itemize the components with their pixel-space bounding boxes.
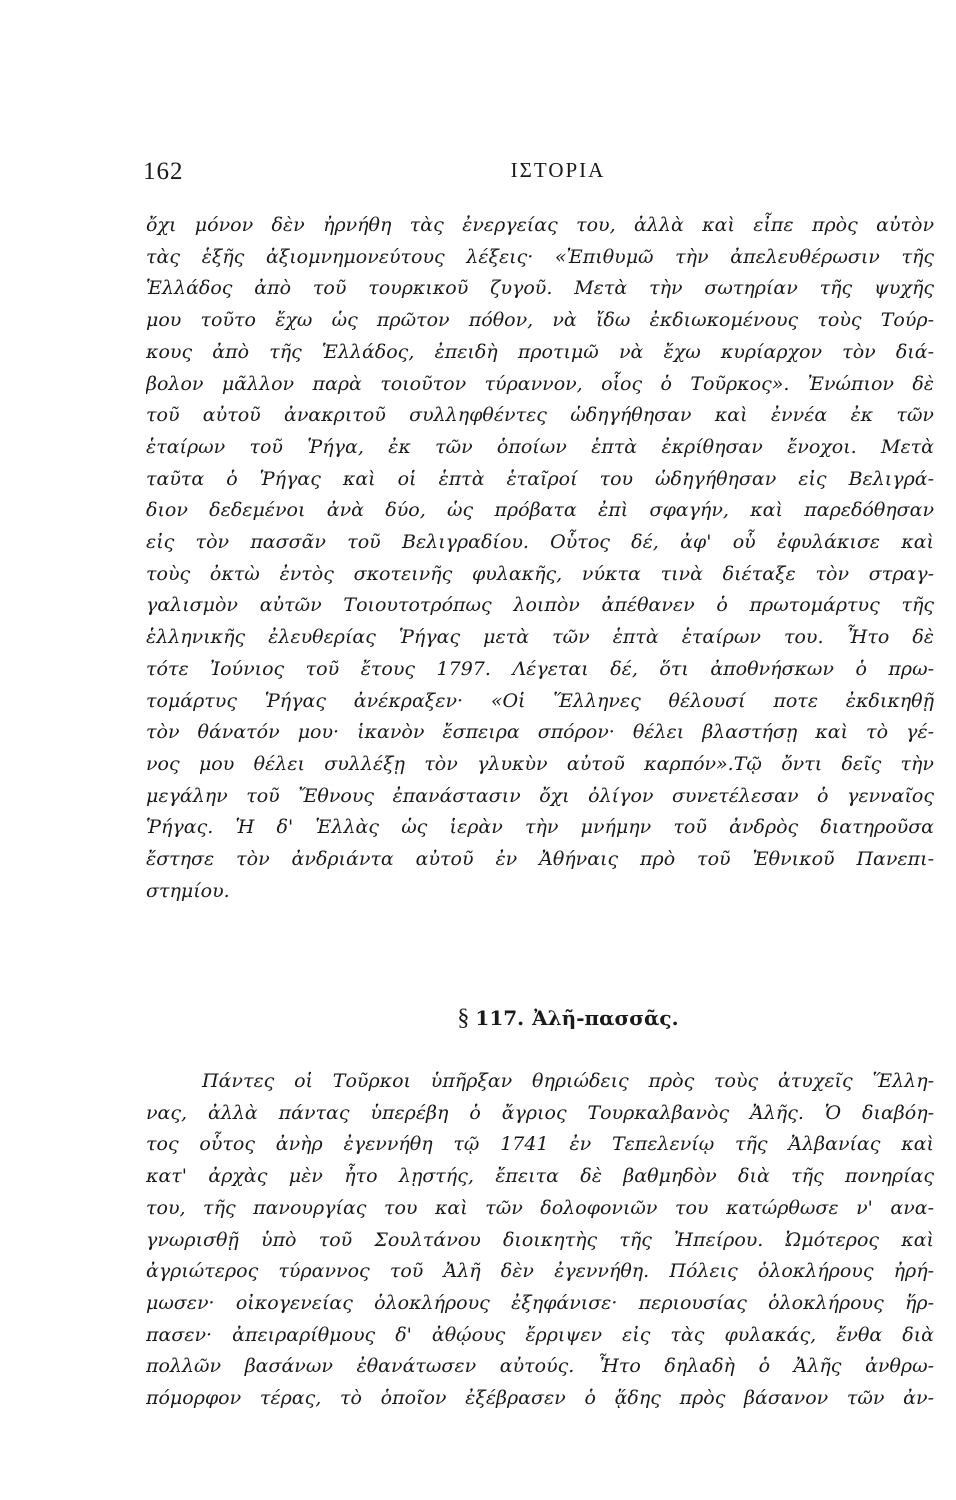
text-line: μεγάλην τοῦ Ἔθνους ἐπανάστασιν ὄχι ὀλίγον συνετέλεσαν ὁ γενναῖος [146, 784, 934, 807]
text-line: τὸν θάνατόν μου· ἱκανὸν ἔσπειρα σπόρον· θέλει βλαστήσῃ καὶ τὸ γέ- [146, 721, 934, 744]
text-line: ταῦτα ὁ Ῥήγας καὶ οἱ ἑπτὰ ἑταῖροί του ὡδηγήθησαν εἰς Βελιγρά- [146, 467, 934, 490]
section-2-text [146, 1066, 934, 1415]
text-line: ἔστησε τὸν ἀνδριάντα αὐτοῦ ἐν Ἀθήναις πρὸ τοῦ Ἐθνικοῦ Πανεπι- [146, 848, 934, 871]
text-line: γαλισμὸν αὐτῶν Τοιουτοτρόπως λοιπὸν ἀπέθανεν ὁ πρωτομάρτυς τῆς [146, 594, 934, 617]
text-line: ἑταίρων τοῦ Ῥήγα, ἐκ τῶν ὁποίων ἑπτὰ ἐκρίθησαν ἔνοχοι. Μετὰ [146, 435, 934, 458]
text-line: πόμορφον τέρας, τὸ ὁποῖον ἐξέβρασεν ὁ ᾅδης πρὸς βάσανον τῶν ἀν- [146, 1387, 934, 1410]
text-line: στημίου. [146, 879, 230, 902]
text-line: βολον μᾶλλον παρὰ τοιοῦτον τύραννον, οἷος ὁ Τοῦρκος». Ἐνώπιον δὲ [146, 372, 934, 395]
text-line: γνωρισθῇ ὑπὸ τοῦ Σουλτάνου διοικητὴς τῆς Ἠπείρου. Ὠμότερος καὶ [146, 1228, 934, 1251]
text-line: Ἑλλάδος ἀπὸ τοῦ τουρκικοῦ ζυγοῦ. Μετὰ τὴν σωτηρίαν τῆς ψυχῆς [146, 277, 934, 300]
text-line: του, τῆς πανουργίας του καὶ τῶν δολοφονιῶν του κατώρθωσε ν' ανα- [146, 1196, 934, 1219]
text-line: τότε Ἰούνιος τοῦ ἔτους 1797. Λέγεται δέ, ὅτι ἀποθνήσκων ὁ πρω- [146, 657, 934, 680]
text-line: ὄχι μόνον δὲν ἠρνήθη τὰς ἐνεργείας του, ἀλλὰ καὶ εἶπε πρὸς αὐτὸν [146, 214, 934, 236]
text-line: διον δεδεμένοι ἀνὰ δύο, ὡς πρόβατα ἐπὶ σφαγήν, καὶ παρεδόθησαν [146, 499, 934, 522]
text-line: Ῥήγας. Ἡ δ' Ἑλλὰς ὡς ἱερὰν τὴν μνήμην τοῦ ἀνδρὸς διατηροῦσα [146, 816, 934, 839]
section-heading [0, 1003, 956, 1032]
text-line: ἑλληνικῆς ἐλευθερίας Ῥήγας μετὰ τῶν ἑπτὰ ἑταίρων του. Ἦτο δὲ [146, 626, 934, 649]
text-line: Πάντες οἱ Τοῦρκοι ὑπῆρξαν θηριώδεις πρὸς τοὺς ἀτυχεῖς Ἕλλη- [202, 1070, 934, 1092]
text-line: τος οὗτος ἀνὴρ ἐγεννήθη τῷ 1741 ἐν Τεπελενίῳ τῆς Ἀλβανίας καὶ [146, 1133, 934, 1156]
text-line: νος μου θέλει συλλέξῃ τὸν γλυκὺν αὐτοῦ καρπόν».Τῷ ὄντι δεῖς τὴν [146, 752, 934, 775]
page-header [143, 158, 933, 192]
text-line: εἰς τὸν πασσᾶν τοῦ Βελιγραδίου. Οὗτος δέ, ἀφ' οὗ ἐφυλάκισε καὶ [146, 531, 934, 554]
text-line: τὰς ἑξῆς ἀξιομνημονεύτους λέξεις· «Ἐπιθυμῶ τὴν ἀπελευθέρωσιν τῆς [146, 245, 934, 268]
text-line: μου τοῦτο ἔχω ὡς πρῶτον πόθον, νὰ ἴδω ἐκδιωκομένους τοὺς Τούρ- [146, 309, 934, 332]
running-head: ΙΣΤΟΡΙΑ [510, 158, 606, 182]
text-line: ἀγριώτερος τύραννος τοῦ Ἀλῆ δὲν ἐγεννήθη. Πόλεις ὁλοκλήρους ἠρή- [146, 1260, 934, 1283]
text-line: τοὺς ὀκτὼ ἐντὸς σκοτεινῆς φυλακῆς, νύκτα τινὰ διέταξε τὸν στραγ- [146, 562, 934, 585]
section-number: 117. [475, 1006, 525, 1030]
text-line: πολλῶν βασάνων ἐθανάτωσεν αὐτούς. Ἦτο δηλαδὴ ὁ Ἀλῆς ἀνθρω- [146, 1355, 934, 1378]
text-line: νας, ἀλλὰ πάντας ὑπερέβη ὁ ἄγριος Τουρκαλβανὸς Ἀλῆς. Ὁ διαβόη- [146, 1101, 934, 1124]
text-line: κους ἀπὸ τῆς Ἑλλάδος, ἐπειδὴ προτιμῶ νὰ ἔχω κυρίαρχον τὸν διά- [146, 340, 934, 363]
text-line: τομάρτυς Ῥήγας ἀνέκραξεν· «Οἱ Ἕλληνες θέλουσί ποτε ἐκδικηθῇ [146, 689, 934, 712]
section-title: Ἀλῆ-πασσᾶς. [532, 1006, 679, 1030]
section-mark: § [457, 1005, 470, 1031]
text-line: πασεν· ἀπειραρίθμους δ' ἀθῴους ἔρριψεν εἰς τὰς φυλακάς, ἔνθα διὰ [146, 1323, 934, 1346]
page-number: 162 [143, 158, 184, 185]
text-line: τοῦ αὐτοῦ ἀνακριτοῦ συλληφθέντες ὡδηγήθησαν καὶ ἐννέα ἐκ τῶν [146, 404, 934, 427]
section-1-text [146, 210, 934, 907]
text-line: κατ' ἀρχὰς μὲν ἦτο λῃστής, ἔπειτα δὲ βαθμηδὸν διὰ τῆς πονηρίας [146, 1165, 934, 1188]
text-line: μωσεν· οἰκογενείας ὁλοκλήρους ἐξηφάνισε· περιουσίας ὁλοκλήρους ἥρ- [146, 1291, 934, 1314]
